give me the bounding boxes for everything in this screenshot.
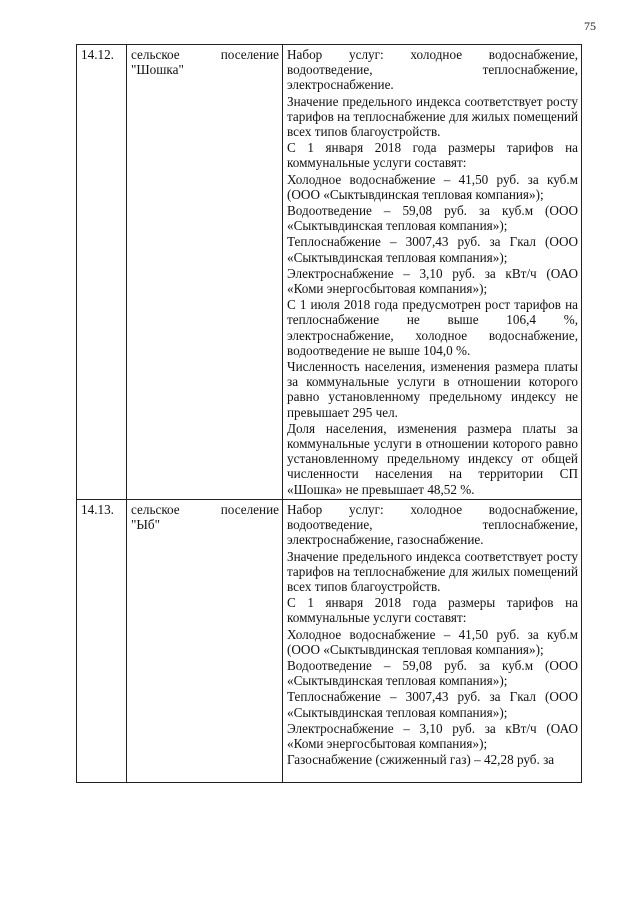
description-cell (283, 499, 582, 782)
paragraph: Холодное водоснабжение – 41,50 руб. за куб.м (ООО «Сыктывдинская тепловая компания»); (287, 626, 578, 657)
settlement-type: сельское поселение (131, 47, 279, 62)
paragraph: Холодное водоснабжение – 41,50 руб. за куб.м (ООО «Сыктывдинская тепловая компания»); (287, 171, 578, 202)
paragraph: Набор услуг: холодное водоснабжение, водоотведение, теплоснабжение, электроснабжение. (287, 47, 578, 93)
paragraph: Значение предельного индекса соответствует росту тарифов на теплоснабжение для жилых помещений всех типов благоустройств. (287, 93, 578, 140)
tariff-table (76, 44, 582, 783)
settlement-name: "Ыб" (131, 517, 160, 533)
paragraph: С 1 января 2018 года размеры тарифов на коммунальные услуги составят: (287, 595, 578, 626)
table-row (77, 45, 582, 500)
table-row (77, 499, 582, 782)
paragraph: Доля населения, изменения размера платы за коммунальные услуги в отношении которого равно установленному предельному индексу от общей численности населения на территории СП «Шошка» не превышает 48,52 %. (287, 420, 578, 497)
paragraph: Водоотведение – 59,08 руб. за куб.м (ООО «Сыктывдинская тепловая компания»); (287, 657, 578, 689)
paragraph: Значение предельного индекса соответствует росту тарифов на теплоснабжение для жилых помещений всех типов благоустройств. (287, 548, 578, 594)
settlement-type: сельское поселение (131, 501, 279, 517)
paragraph: Электроснабжение – 3,10 руб. за кВт/ч (ОАО «Коми энергосбытовая компания»); (287, 265, 578, 297)
description-cell (283, 45, 582, 500)
paragraph: Электроснабжение – 3,10 руб. за кВт/ч (ОАО «Коми энергосбытовая компания»); (287, 720, 578, 751)
paragraph: С 1 июля 2018 года предусмотрен рост тарифов на теплоснабжение не выше 106,4 %, электроснабжение, холодное водоснабжение, водоотведение не выше 104,0 %. (287, 297, 578, 358)
paragraph: Численность населения, изменения размера платы за коммунальные услуги в отношении которого равно установленному предельному индексу не превышает 295 чел. (287, 359, 578, 420)
page-number: 75 (584, 19, 596, 33)
row-number: 14.12. (77, 45, 127, 500)
paragraph: Газоснабжение (сжиженный газ) – 42,28 руб. за (287, 752, 555, 768)
row-number: 14.13. (77, 499, 127, 782)
paragraph: Теплоснабжение – 3007,43 руб. за Гкал (ООО «Сыктывдинская тепловая компания»); (287, 689, 578, 720)
settlement-name: "Шошка" (131, 62, 184, 78)
settlement-cell (127, 45, 283, 500)
paragraph: С 1 января 2018 года размеры тарифов на коммунальные услуги составят: (287, 140, 578, 171)
paragraph: Теплоснабжение – 3007,43 руб. за Гкал (ООО «Сыктывдинская тепловая компания»); (287, 234, 578, 265)
paragraph: Набор услуг: холодное водоснабжение, водоотведение, теплоснабжение, электроснабжение, газоснабжение. (287, 501, 578, 548)
settlement-cell (127, 499, 283, 782)
paragraph: Водоотведение – 59,08 руб. за куб.м (ООО «Сыктывдинская тепловая компания»); (287, 203, 578, 234)
